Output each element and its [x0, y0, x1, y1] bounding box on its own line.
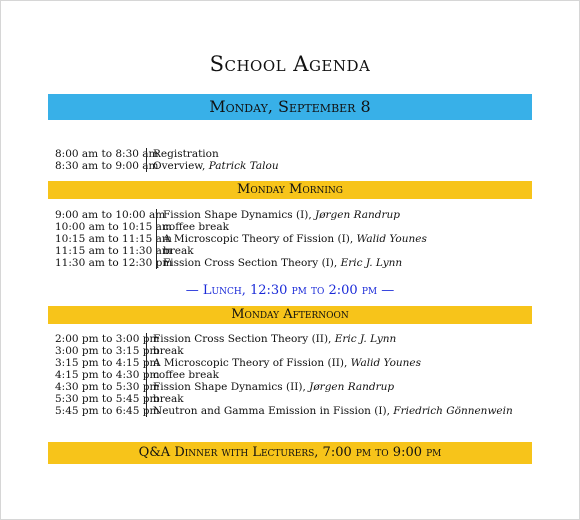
- schedule-row: [55, 405, 513, 417]
- description-cell: coffee break: [156, 221, 229, 233]
- description-cell: Fission Shape Dynamics (II), Jørgen Randrup: [146, 381, 394, 393]
- description-cell: A Microscopic Theory of Fission (I), Walid Younes: [156, 233, 427, 245]
- schedule-row: [55, 233, 427, 245]
- time-cell: 10:00 am to 10:15 am: [55, 221, 172, 233]
- description-cell: Fission Cross Section Theory (II), Eric J. Lynn: [146, 333, 396, 345]
- schedule-row: [55, 369, 513, 381]
- description-cell: Fission Cross Section Theory (I), Eric J. Lynn: [156, 257, 402, 269]
- time-cell: 3:00 pm to 3:15 pm: [55, 345, 160, 357]
- afternoon-header: Monday Afternoon: [48, 306, 532, 324]
- time-cell: 4:30 pm to 5:30 pm: [55, 381, 160, 393]
- time-cell: 2:00 pm to 3:00 pm: [55, 333, 160, 345]
- schedule-row: [55, 221, 427, 233]
- description-cell: Neutron and Gamma Emission in Fission (I), Friedrich Gönnenwein: [146, 405, 513, 417]
- description-cell: break: [146, 393, 184, 405]
- schedule-row: [55, 357, 513, 369]
- schedule-row: [55, 393, 513, 405]
- time-cell: 10:15 am to 11:15 am: [55, 233, 172, 245]
- schedule-row: [55, 381, 513, 393]
- description-cell: A Microscopic Theory of Fission (II), Walid Younes: [146, 357, 421, 369]
- time-cell: 9:00 am to 10:00 am: [55, 209, 166, 221]
- time-cell: 5:45 pm to 6:45 pm: [55, 405, 160, 417]
- schedule-row: [55, 345, 513, 357]
- description-cell: Registration: [146, 148, 219, 160]
- schedule-row: [55, 160, 279, 172]
- morning-schedule: [55, 209, 427, 269]
- description-cell: Fission Shape Dynamics (I), Jørgen Randrup: [156, 209, 400, 221]
- time-cell: 4:15 pm to 4:30 pm: [55, 369, 160, 381]
- schedule-row: [55, 209, 427, 221]
- description-cell: break: [156, 245, 194, 257]
- day-header: Monday, September 8: [48, 94, 532, 120]
- time-cell: 11:15 am to 11:30 am: [55, 245, 172, 257]
- dinner-banner: Q&A Dinner with Lecturers, 7:00 pm to 9:00 pm: [48, 442, 532, 464]
- time-cell: 11:30 am to 12:30 pm: [55, 257, 173, 269]
- afternoon-schedule: [55, 333, 513, 417]
- schedule-row: [55, 148, 279, 160]
- schedule-row: [55, 333, 513, 345]
- morning-header: Monday Morning: [48, 181, 532, 199]
- opening-schedule: [55, 148, 279, 172]
- schedule-row: [55, 257, 427, 269]
- description-cell: break: [146, 345, 184, 357]
- time-cell: 8:30 am to 9:00 am: [55, 160, 159, 172]
- schedule-row: [55, 245, 427, 257]
- time-cell: 3:15 pm to 4:15 pm: [55, 357, 160, 369]
- lunch-line: — Lunch, 12:30 pm to 2:00 pm —: [185, 283, 395, 298]
- description-cell: coffee break: [146, 369, 219, 381]
- time-cell: 5:30 pm to 5:45 pm: [55, 393, 160, 405]
- time-cell: 8:00 am to 8:30 am: [55, 148, 159, 160]
- page-title: School Agenda: [209, 52, 371, 76]
- description-cell: Overview, Patrick Talou: [146, 160, 279, 172]
